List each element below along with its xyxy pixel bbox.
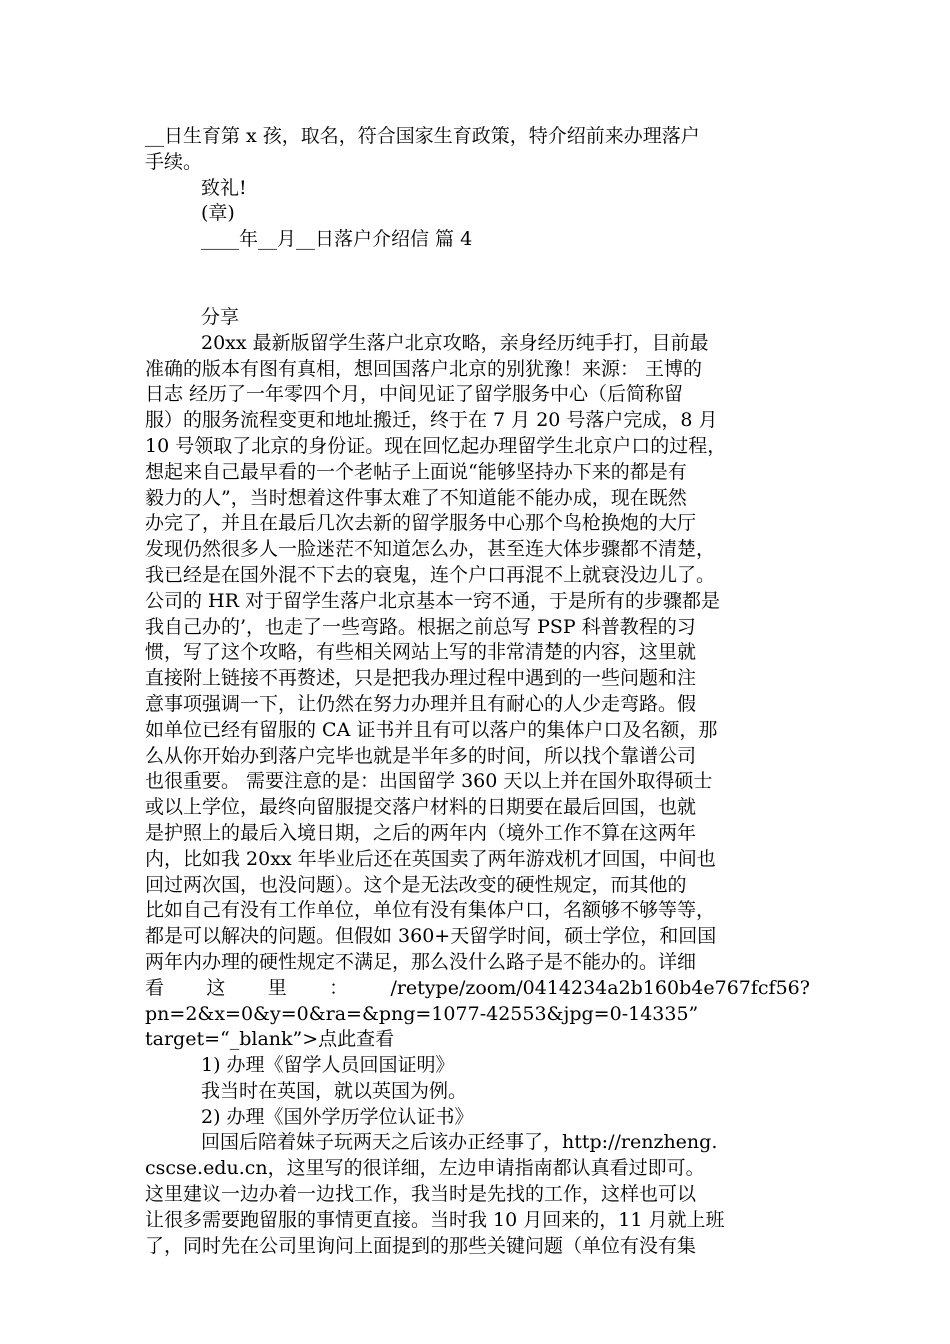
section-spacer <box>145 253 810 305</box>
paragraph-line: 回国后陪着妹子玩两天之后该办正经事了，http://renzheng. <box>201 1131 718 1154</box>
date-title: ____年__月__日落户介绍信 篇 4 <box>201 228 473 251</box>
text-line: __日生育第 x 孩，取名，符合国家生育政策，特介绍前来办理落户 <box>145 125 700 147</box>
paragraph-line: 内，比如我 20xx 年毕业后还在英国卖了两年游戏机才回国，中间也 <box>145 847 716 870</box>
salutation: 致礼! <box>201 176 247 199</box>
paragraph-line: 都是可以解决的问题。但假如 360+天留学时间，硕士学位，和回国 <box>145 925 717 948</box>
url-word: 这 <box>206 976 244 999</box>
paragraph-line: cscse.edu.cn，这里写的很详细，左边申请指南都认真看过即可。 <box>145 1157 705 1180</box>
paragraph-line: 我自己办的’，也走了一些弯路。根据之前总写 PSP 科普教程的习 <box>145 615 696 638</box>
paragraph-line: 也很重要。 需要注意的是：出国留学 360 天以上并在国外取得硕士 <box>145 770 713 793</box>
paragraph-line: 直接附上链接不再赘述，只是把我办理过程中遇到的一些问题和注 <box>145 667 697 690</box>
document-page <box>145 124 810 1259</box>
paragraph-line: 发现仍然很多人一脸迷茫不知道怎么办，甚至连大体步骤都不清楚， <box>145 538 716 561</box>
share-label: 分享 <box>201 305 240 328</box>
paragraph-line: 服）的服务流程变更和地址搬迁，终于在 7 月 20 号落户完成，8 月 <box>145 409 718 432</box>
step-heading: 2) 办理《国外学历学位认证书》 <box>201 1105 474 1128</box>
paragraph-line: 想起来自己最早看的一个老帖子上面说“能够坚持办下来的都是有 <box>145 460 687 483</box>
paragraph-line: 回过两次国，也没问题）。这个是无法改变的硬性规定，而其他的 <box>145 873 687 896</box>
paragraph-line: 公司的 HR 对于留学生落户北京基本一窍不通，于是所有的步骤都是 <box>145 589 720 612</box>
paragraph-line: 让很多需要跑留服的事情更直接。当时我 10 月回来的，11 月就上班 <box>145 1208 725 1231</box>
paragraph-line: 两年内办理的硬性规定不满足，那么没什么路子是不能办的。详细 <box>145 950 697 973</box>
url-text: /retype/zoom/0414234a2b160b4e767fcf56? <box>390 976 810 999</box>
paragraph-line: 惯，写了这个攻略，有些相关网站上写的非常清楚的内容，这里就 <box>145 641 697 664</box>
paragraph-line: 或以上学位，最终向留服提交落户材料的日期要在最后回国，也就 <box>145 796 697 819</box>
url-line: pn=2&x=0&y=0&ra=&png=1077-42553&jpg=0-14335” <box>145 1002 699 1025</box>
paragraph-line: 么从你开始办到落户完毕也就是半年多的时间，所以找个靠谱公司 <box>145 744 697 767</box>
url-line <box>145 976 810 1002</box>
paragraph-line: 准确的版本有图有真相，想回国落户北京的别犹豫！来源： 王博的 <box>145 357 703 380</box>
url-line: target=“_blank”>点此查看 <box>145 1028 395 1051</box>
seal-note: (章) <box>201 202 235 225</box>
paragraph-line: 意事项强调一下，让仍然在努力办理并且有耐心的人少走弯路。假 <box>145 692 697 715</box>
paragraph-line: 我已经是在国外混不下去的衰鬼，连个户口再混不上就衰没边儿了。 <box>145 563 716 586</box>
paragraph-line: 10 号领取了北京的身份证。现在回忆起办理留学生北京户口的过程， <box>145 434 727 457</box>
step-heading: 1) 办理《留学人员回国证明》 <box>201 1054 455 1077</box>
paragraph-line: 这里建议一边办着一边找工作，我当时是先找的工作，这样也可以 <box>145 1183 697 1206</box>
paragraph-line: 日志 经历了一年零四个月，中间见证了留学服务中心（后简称留 <box>145 383 684 406</box>
paragraph-line: 20xx 最新版留学生落户北京攻略，亲身经历纯手打，目前最 <box>201 331 709 354</box>
paragraph-line: 办完了，并且在最后几次去新的留学服务中心那个鸟枪换炮的大厅 <box>145 512 697 535</box>
paragraph-line: 如单位已经有留服的 CA 证书并且有可以落户的集体户口及名额，那 <box>145 718 718 741</box>
paragraph-line: 是护照上的最后入境日期，之后的两年内（境外工作不算在这两年 <box>145 821 697 844</box>
url-word: 里 <box>267 976 305 999</box>
text-line: 手续。 <box>145 150 203 173</box>
url-word: ： <box>329 976 367 999</box>
paragraph-line: 了，同时先在公司里询问上面提到的那些关键问题（单位有没有集 <box>145 1234 697 1257</box>
paragraph-line: 毅力的人”，当时想着这件事太难了不知道能不能办成，现在既然 <box>145 486 687 509</box>
step-text: 我当时在英国，就以英国为例。 <box>201 1079 468 1102</box>
url-word: 看 <box>145 976 183 999</box>
paragraph-line: 比如自己有没有工作单位，单位有没有集体户口，名额够不够等等， <box>145 899 716 922</box>
